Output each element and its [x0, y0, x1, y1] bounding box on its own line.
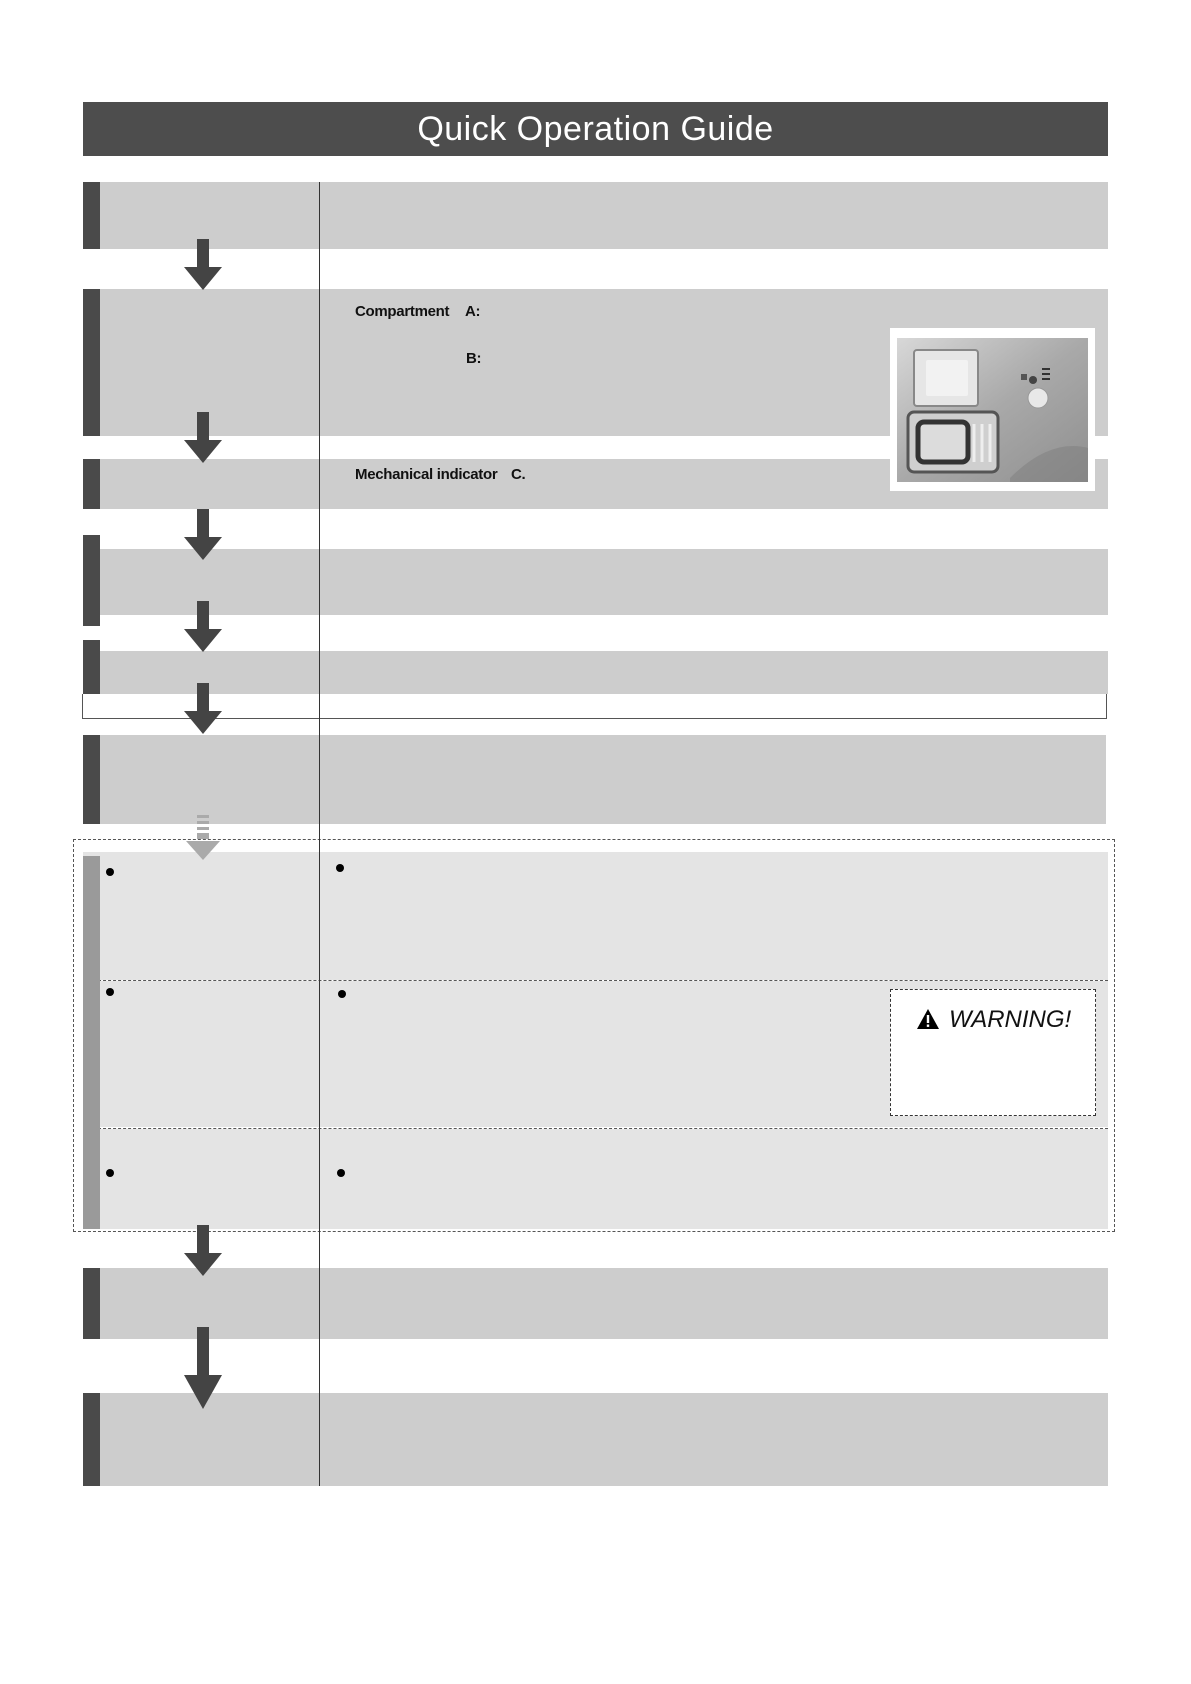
down-arrow-icon [182, 683, 224, 735]
mechanical-indicator-label: Mechanical indicator [355, 466, 498, 483]
down-arrow-icon [182, 601, 224, 653]
indicator-c-label: C. [511, 466, 526, 483]
compartment-a-label: A: [465, 303, 481, 320]
detergent-dispenser-photo [890, 328, 1095, 491]
page-title: Quick Operation Guide [83, 102, 1108, 156]
step-band-4 [83, 549, 1108, 615]
step-accent-4 [83, 535, 100, 626]
step-band-5 [83, 651, 1108, 694]
down-arrow-icon [182, 1327, 224, 1411]
step-band-1 [83, 182, 1108, 249]
step-accent-2 [83, 289, 100, 436]
bullet [336, 864, 344, 872]
step-accent-6 [83, 735, 100, 824]
options-accent [83, 856, 100, 1229]
down-arrow-icon [182, 412, 224, 464]
down-arrow-icon [182, 509, 224, 561]
step-accent-7 [83, 1268, 100, 1339]
step-accent-3 [83, 459, 100, 509]
option-row-1 [83, 852, 1108, 980]
step-band-7 [83, 1268, 1108, 1339]
step-outline-5 [82, 694, 1107, 719]
bullet [338, 990, 346, 998]
warning-box [890, 989, 1096, 1116]
warning-triangle-icon [916, 1008, 940, 1030]
bullet [106, 1169, 114, 1177]
step-accent-1 [83, 182, 100, 249]
dispenser-photo-frame [890, 328, 1095, 491]
step-band-6 [83, 735, 1106, 824]
step-band-8 [83, 1393, 1108, 1486]
down-arrow-icon [182, 1225, 224, 1277]
warning-label: WARNING! [949, 1006, 1072, 1033]
option-row-3 [83, 1129, 1108, 1229]
faded-down-arrow-icon [182, 815, 224, 863]
bullet [106, 868, 114, 876]
bullet [106, 988, 114, 996]
column-divider [319, 182, 320, 1486]
down-arrow-icon [182, 239, 224, 291]
compartment-label: Compartment [355, 303, 450, 320]
step-accent-8 [83, 1393, 100, 1486]
bullet [337, 1169, 345, 1177]
compartment-b-label: B: [466, 350, 482, 367]
step-accent-5 [83, 640, 100, 694]
